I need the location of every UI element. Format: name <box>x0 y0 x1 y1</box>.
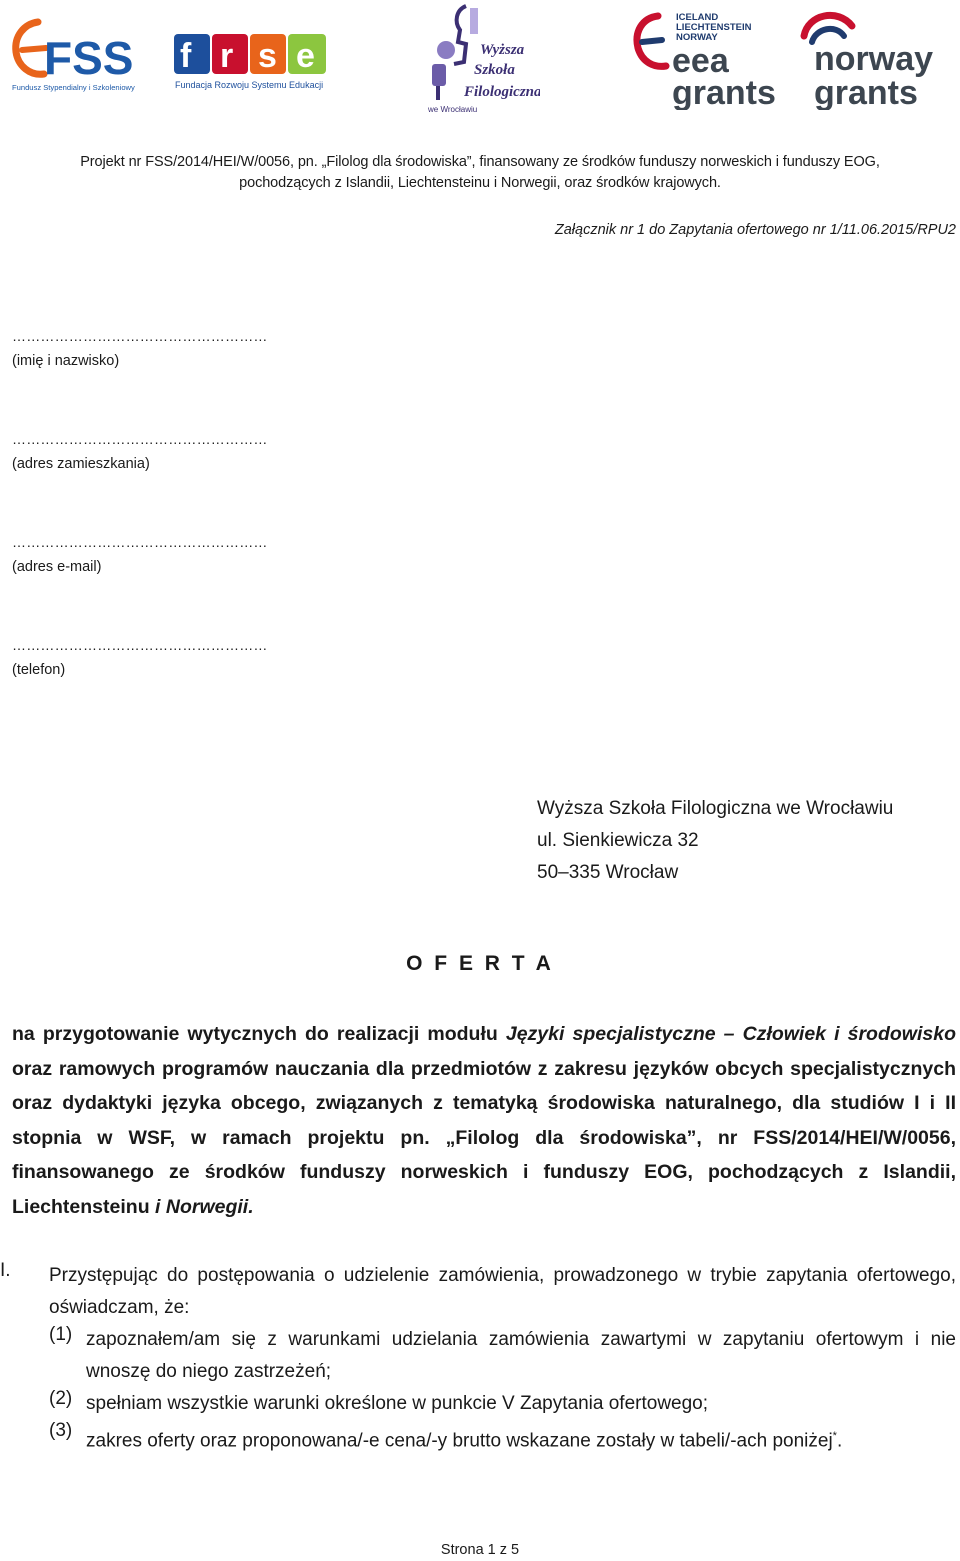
statement-text-3-end: . <box>836 1430 843 1452</box>
wsf-logo-line2: Szkoła <box>474 62 515 78</box>
svg-text:f: f <box>180 37 192 75</box>
address-field-line[interactable]: ……………………………………………… <box>12 431 268 447</box>
offer-subject-paragraph <box>12 1017 956 1224</box>
name-field-line[interactable]: ……………………………………………… <box>12 328 268 344</box>
offer-subject-text-3: i Norwegii. <box>155 1195 254 1218</box>
section-number: I. <box>0 1260 11 1281</box>
fss-logo <box>10 8 140 100</box>
statement-number-1: (1) <box>49 1324 73 1345</box>
email-field-label: (adres e-mail) <box>12 559 102 575</box>
frse-logo-caption: Fundacja Rozwoju Systemu Edukacji <box>175 80 324 90</box>
fss-logo-mark: FSS <box>44 32 134 84</box>
wsf-logo-line4: we Wrocławiu <box>428 105 478 114</box>
norway-grants-logo <box>798 6 948 110</box>
svg-text:e: e <box>296 37 315 75</box>
phone-field-label: (telefon) <box>12 662 66 678</box>
eea-country-2: LIECHTENSTEIN <box>676 22 752 33</box>
wsf-logo-line3: Filologiczna <box>464 84 540 100</box>
offer-subject-text-2: oraz ramowych programów nauczania dla przedmiotów z zakresu języków obcych specjalistycznych oraz dydaktyki języka obcego, związanych z tematyką środowiska naturalnego, dla studiów I i II stopnia w WSF, w ramach projektu pn. „Filolog dla środowiska”, nr FSS/2014/HEI/W/0056, finansowanego ze środków funduszy norweskich i funduszy EOG, pochodzących z Islandii, Liechtensteinu <box>12 1057 956 1218</box>
statement-text-2: spełniam wszystkie warunki określone w punkcie V Zapytania ofertowego; <box>86 1393 709 1414</box>
eea-country-1: ICELAND <box>676 12 719 23</box>
wsf-logo-line1: Wyższa <box>480 42 525 58</box>
frse-logo <box>172 26 332 98</box>
project-info-line-2: pochodzących z Islandii, Liechtensteinu i Norwegii, oraz środków krajowych. <box>239 175 721 191</box>
eea-word-2: grants <box>672 74 776 110</box>
statement-text-3-body: zakres oferty oraz proponowana/-e cena/-y brutto wskazane zostały w tabeli/-ach poniżej <box>86 1430 833 1452</box>
page-number: Strona 1 z 5 <box>440 1542 520 1558</box>
offer-title: O F E R T A <box>406 952 554 975</box>
norway-word-2: grants <box>814 74 918 110</box>
footnote-marker: * <box>832 1430 837 1442</box>
statement-text-1: zapoznałem/am się z warunkami udzielania zamówienia zawartymi w zapytaniu ofertowym i nie wnoszę do niego zastrzeżeń; <box>86 1329 956 1382</box>
wsf-logo <box>424 2 540 118</box>
project-info-line-1: Projekt nr FSS/2014/HEI/W/0056, pn. „Filolog dla środowiska”, finansowany ze środków funduszy norweskich i funduszy EOG, <box>80 154 880 170</box>
norway-word-1: norway <box>814 40 934 78</box>
email-field-line[interactable]: ……………………………………………… <box>12 534 268 550</box>
phone-field-line[interactable]: ……………………………………………… <box>12 637 268 653</box>
name-field-label: (imię i nazwisko) <box>12 353 120 369</box>
statement-number-3: (3) <box>49 1420 73 1441</box>
offer-subject-module-name: Języki specjalistyczne – Człowiek i środowisko <box>505 1023 956 1045</box>
svg-text:r: r <box>220 37 234 75</box>
offer-subject-text-1: na przygotowanie wytycznych do realizacji modułu <box>12 1023 506 1045</box>
section-intro-text: Przystępując do postępowania o udzielenie zamówienia, prowadzonego w trybie zapytania ofertowego, oświadczam, że: <box>49 1265 956 1318</box>
fss-logo-caption: Fundusz Stypendialny i Szkoleniowy <box>12 83 135 92</box>
statement-number-2: (2) <box>49 1388 73 1409</box>
recipient-street: ul. Sienkiewicza 32 <box>537 830 699 851</box>
eea-word-1: eea <box>672 42 729 80</box>
address-field-label: (adres zamieszkania) <box>12 456 150 472</box>
annex-reference: Załącznik nr 1 do Zapytania ofertowego nr 1/11.06.2015/RPU2 <box>554 222 956 238</box>
eea-country-3: NORWAY <box>676 32 718 43</box>
recipient-name: Wyższa Szkoła Filologiczna we Wrocławiu <box>537 798 894 819</box>
statement-text-3 <box>86 1420 956 1457</box>
recipient-city: 50–335 Wrocław <box>537 862 679 883</box>
svg-text:s: s <box>258 37 277 75</box>
eea-grants-logo <box>632 6 782 110</box>
